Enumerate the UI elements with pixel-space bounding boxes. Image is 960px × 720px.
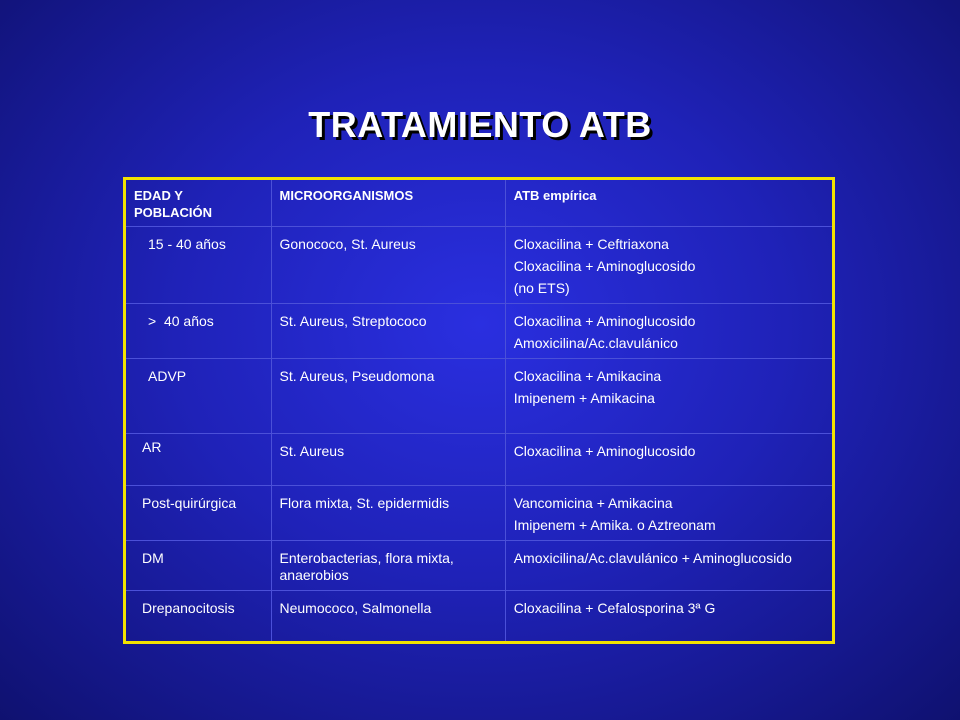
atb-line: Cloxacilina + Aminoglucosido xyxy=(513,443,696,459)
cell-micro: Flora mixta, St. epidermidis xyxy=(271,486,505,541)
cell-micro: St. Aureus xyxy=(271,434,505,486)
cell-micro: Gonococo, St. Aureus xyxy=(271,227,505,304)
atb-line: Amoxicilina/Ac.clavulánico xyxy=(513,335,678,351)
treatment-table xyxy=(123,177,835,644)
table-row xyxy=(125,304,834,359)
cell-edad: > 40 años xyxy=(125,304,272,359)
cell-atb xyxy=(505,434,833,486)
cell-edad: Drepanocitosis xyxy=(125,591,272,643)
atb-line: Imipenem + Amikacina xyxy=(513,390,655,406)
atb-line: Imipenem + Amika. o Aztreonam xyxy=(513,517,716,533)
atb-line: Cloxacilina + Ceftriaxona xyxy=(513,236,669,252)
header-atb: ATB empírica xyxy=(505,179,833,227)
table-row xyxy=(125,486,834,541)
cell-edad: AR xyxy=(125,434,272,486)
cell-atb xyxy=(505,486,833,541)
cell-edad: Post-quirúrgica xyxy=(125,486,272,541)
atb-line: Cloxacilina + Amikacina xyxy=(513,368,662,384)
cell-edad: ADVP xyxy=(125,359,272,434)
cell-micro: St. Aureus, Pseudomona xyxy=(271,359,505,434)
cell-atb xyxy=(505,359,833,434)
cell-edad: 15 - 40 años xyxy=(125,227,272,304)
table-row xyxy=(125,591,834,643)
atb-line: Cloxacilina + Aminoglucosido xyxy=(513,258,696,274)
table-row xyxy=(125,434,834,486)
cell-micro: Enterobacterias, flora mixta, anaerobios xyxy=(271,541,505,591)
header-microorganismos: MICROORGANISMOS xyxy=(271,179,505,227)
cell-atb xyxy=(505,591,833,643)
atb-line: (no ETS) xyxy=(513,280,570,296)
cell-atb xyxy=(505,304,833,359)
cell-atb xyxy=(505,541,833,591)
table-row xyxy=(125,541,834,591)
atb-line: Cloxacilina + Aminoglucosido xyxy=(513,313,696,329)
atb-line: Vancomicina + Amikacina xyxy=(513,495,673,511)
cell-micro: Neumococo, Salmonella xyxy=(271,591,505,643)
table-row xyxy=(125,227,834,304)
cell-atb xyxy=(505,227,833,304)
atb-line: Amoxicilina/Ac.clavulánico + Aminoglucosido xyxy=(513,550,792,566)
table-header-row xyxy=(125,179,834,227)
header-edad: EDAD Y POBLACIÓN xyxy=(125,179,272,227)
atb-line: Cloxacilina + Cefalosporina 3ª G xyxy=(513,600,716,616)
cell-edad: DM xyxy=(125,541,272,591)
table-row xyxy=(125,359,834,434)
slide-title: TRATAMIENTO ATB xyxy=(308,104,652,145)
cell-micro: St. Aureus, Streptococo xyxy=(271,304,505,359)
